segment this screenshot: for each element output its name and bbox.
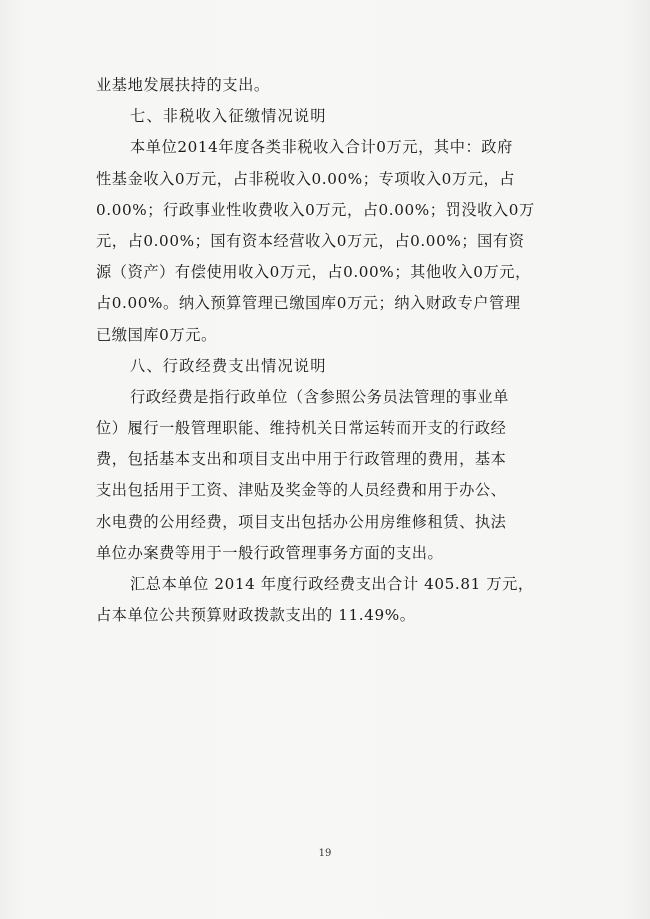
section-heading-8: 八、行政经费支出情况说明 bbox=[130, 356, 327, 375]
text-line: 本单位2014年度各类非税收入合计0万元，其中：政府 bbox=[130, 138, 513, 157]
text-line: 业基地发展扶持的支出。 bbox=[96, 76, 270, 94]
text-line: 位）履行一般管理职能、维持机关日常运转而开支的行政经 bbox=[96, 419, 507, 438]
text-line: 汇总本单位 2014 年度行政经费支出合计 405.81 万元， bbox=[130, 575, 534, 593]
text-line: 占0.00%。纳入预算管理已缴国库0万元；纳入财政专户管理 bbox=[96, 294, 521, 313]
text-line: 支出包括用于工资、津贴及奖金等的人员经费和用于办公、 bbox=[96, 481, 507, 500]
text-line: 0.00%；行政事业性收费收入0万元，占0.00%；罚没收入0万 bbox=[96, 200, 535, 219]
text-line: 源（资产）有偿使用收入0万元，占0.00%；其他收入0万元， bbox=[96, 263, 531, 282]
text-line: 单位办案费等用于一般行政管理事务方面的支出。 bbox=[96, 543, 444, 562]
document-body bbox=[96, 70, 556, 631]
text-line: 行政经费是指行政单位（含参照公务员法管理的事业单 bbox=[130, 387, 509, 406]
text-line: 费，包括基本支出和项目支出中用于行政管理的费用，基本 bbox=[96, 450, 507, 469]
text-line: 占本单位公共预算财政拨款支出的 11.49%。 bbox=[96, 606, 416, 625]
section-heading-7: 七、非税收入征缴情况说明 bbox=[130, 107, 327, 126]
text-line: 水电费的公用经费，项目支出包括办公用房维修租赁、执法 bbox=[96, 512, 507, 531]
text-line: 性基金收入0万元，占非税收入0.00%；专项收入0万元，占 bbox=[96, 169, 516, 188]
text-line: 已缴国库0万元。 bbox=[96, 325, 217, 344]
text-line: 元，占0.00%；国有资本经营收入0万元，占0.00%；国有资 bbox=[96, 231, 525, 250]
page-number: 19 bbox=[318, 848, 332, 859]
